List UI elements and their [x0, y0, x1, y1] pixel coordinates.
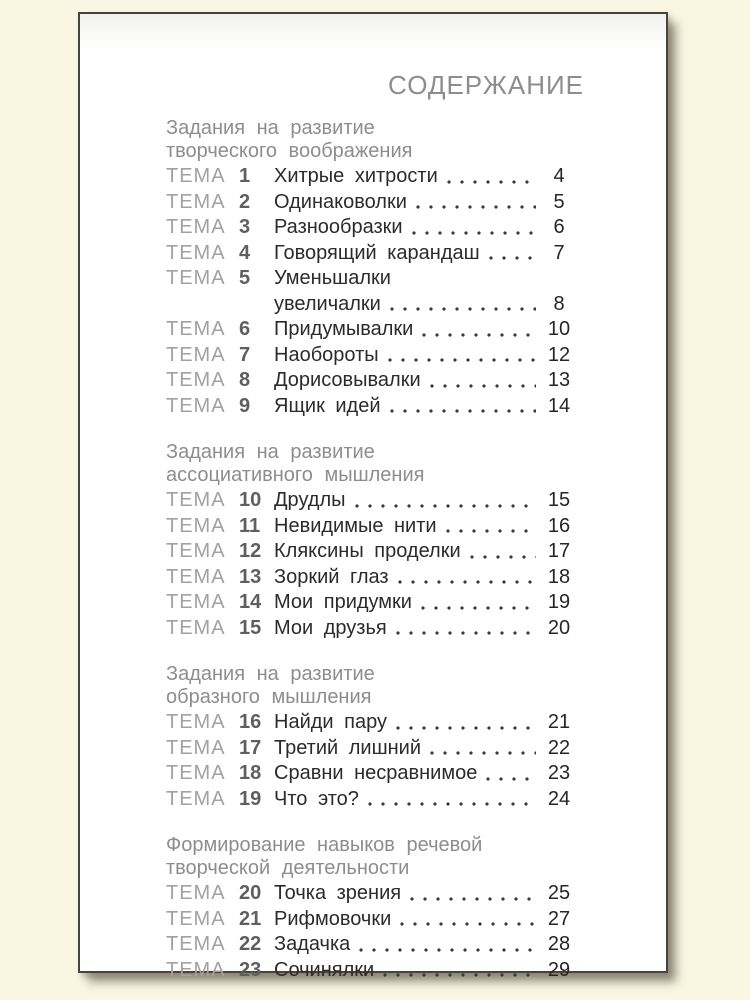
section-heading-line: образного мышления — [166, 686, 372, 708]
entry-title: Зоркий глаз — [274, 565, 389, 588]
tema-label: ТЕМА — [166, 958, 226, 981]
toc-entry — [166, 932, 578, 958]
toc-entry — [166, 907, 578, 933]
dot-leader — [430, 368, 538, 394]
tema-number: 6 — [239, 318, 251, 340]
section-heading-line: Задания на развитие — [166, 663, 375, 685]
dot-leader — [470, 539, 538, 565]
entry-title: Разнообразки — [274, 216, 403, 238]
tema-label: ТЕМА — [166, 369, 226, 391]
page-number: 24 — [547, 787, 571, 810]
tema-label: ТЕМА — [166, 514, 226, 537]
toc-entry — [166, 368, 578, 394]
dot-leader — [486, 761, 538, 787]
dot-leader — [421, 590, 538, 616]
entry-title: Сочинялки — [274, 958, 375, 981]
toc-entry — [166, 164, 578, 190]
dot-leader — [489, 241, 538, 267]
toc-entry — [166, 394, 578, 420]
dot-leader — [412, 215, 538, 241]
section-heading-line: творческой деятельности — [166, 857, 410, 879]
toc-entry — [166, 787, 578, 813]
entry-title: Говорящий карандаш — [274, 241, 480, 264]
page-number: 14 — [547, 394, 571, 417]
entry-title: Наобороты — [274, 343, 379, 366]
tema-number: 1 — [239, 165, 251, 187]
page-number: 6 — [553, 216, 565, 238]
tema-label: ТЕМА — [166, 882, 226, 904]
toc-entry — [166, 736, 578, 762]
tema-label: ТЕМА — [166, 318, 226, 340]
section-heading — [166, 441, 578, 487]
section-heading-line: творческого воображения — [166, 140, 413, 162]
entry-title: Мои друзья — [274, 616, 387, 639]
tema-number: 9 — [239, 394, 251, 417]
page-number: 16 — [547, 514, 571, 537]
section-heading-line: ассоциативного мышления — [166, 464, 425, 486]
entry-title-line2: увеличалки — [274, 292, 381, 315]
toc-entry — [166, 488, 578, 514]
page-number: 8 — [553, 292, 565, 315]
page-number: 27 — [547, 907, 571, 930]
tema-label: ТЕМА — [166, 241, 226, 264]
toc-section-1 — [166, 117, 578, 419]
entry-title: Что это? — [274, 787, 359, 810]
dot-leader — [359, 932, 538, 958]
toc-entry — [166, 241, 578, 267]
entry-title: Сравни несравнимое — [274, 762, 478, 784]
tema-number: 21 — [239, 907, 262, 930]
tema-number: 4 — [239, 241, 251, 264]
tema-number: 13 — [239, 565, 262, 588]
entry-title: Рифмовочки — [274, 907, 392, 930]
toc-entry — [166, 565, 578, 591]
tema-number: 12 — [239, 540, 262, 562]
toc-entry — [166, 761, 578, 787]
dot-leader — [396, 616, 538, 642]
section-heading-line: Задания на развитие — [166, 441, 375, 463]
toc-section-3 — [166, 663, 578, 812]
entry-title: Придумывалки — [274, 318, 414, 340]
tema-number: 5 — [239, 267, 251, 289]
tema-label: ТЕМА — [166, 933, 226, 955]
section-heading — [166, 663, 578, 709]
page-title: СОДЕРЖАНИЕ — [387, 70, 584, 100]
toc-entry — [166, 539, 578, 565]
tema-label: ТЕМА — [166, 190, 226, 213]
entry-title: Кляксины проделки — [274, 540, 461, 562]
entry-title: Одинаковолки — [274, 190, 407, 213]
page-number: 4 — [553, 165, 565, 187]
entry-title: Ящик идей — [274, 394, 381, 417]
tema-label: ТЕМА — [166, 762, 226, 784]
tema-number: 7 — [239, 343, 251, 366]
dot-leader — [400, 907, 538, 933]
page-number: 10 — [547, 318, 571, 340]
tema-number: 8 — [239, 369, 251, 391]
tema-label: ТЕМА — [166, 907, 226, 930]
toc-entry — [166, 343, 578, 369]
tema-number: 3 — [239, 216, 251, 238]
dot-leader — [355, 488, 539, 514]
dot-leader — [396, 710, 538, 736]
tema-number: 15 — [239, 616, 262, 639]
entry-title: Невидимые нити — [274, 514, 437, 537]
tema-label: ТЕМА — [166, 267, 226, 289]
section-heading-line: Формирование навыков речевой — [166, 834, 483, 856]
entry-title: Хитрые хитрости — [274, 165, 438, 187]
tema-number: 11 — [239, 514, 261, 537]
entry-title: Мои придумки — [274, 591, 412, 613]
page-number: 19 — [547, 591, 571, 613]
dot-leader — [398, 565, 538, 591]
dot-leader — [430, 736, 538, 762]
page-number: 28 — [547, 933, 571, 955]
toc-entry — [166, 881, 578, 907]
tema-number: 10 — [239, 489, 262, 511]
toc-entry — [166, 317, 578, 343]
entry-title: Уменьшалки — [274, 267, 391, 289]
page-number: 15 — [547, 489, 571, 511]
tema-label: ТЕМА — [166, 540, 226, 562]
section-heading-line: Задания на развитие — [166, 117, 375, 139]
dot-leader — [383, 958, 538, 984]
page-number: 18 — [547, 565, 571, 588]
tema-label: ТЕМА — [166, 165, 226, 187]
toc-entry — [166, 616, 578, 642]
tema-number: 19 — [239, 787, 262, 810]
tema-number: 18 — [239, 762, 262, 784]
dot-leader — [422, 317, 538, 343]
tema-number: 16 — [239, 711, 262, 733]
page-number: 7 — [553, 241, 565, 264]
tema-label: ТЕМА — [166, 591, 226, 613]
entry-title: Найди пару — [274, 711, 387, 733]
page-number: 13 — [547, 369, 571, 391]
toc-entry — [166, 266, 578, 317]
dot-leader — [416, 190, 538, 216]
toc-entry — [166, 514, 578, 540]
tema-number: 22 — [239, 933, 262, 955]
book-page — [78, 12, 668, 981]
toc-entry — [166, 710, 578, 736]
tema-label: ТЕМА — [166, 736, 226, 759]
entry-title: Точка зрения — [274, 882, 402, 904]
toc-entry — [166, 215, 578, 241]
tema-label: ТЕМА — [166, 489, 226, 511]
tema-number: 20 — [239, 882, 262, 904]
tema-number: 17 — [239, 736, 262, 759]
section-heading — [166, 117, 578, 163]
tema-label: ТЕМА — [166, 616, 226, 639]
toc-entry — [166, 958, 578, 984]
tema-label: ТЕМА — [166, 394, 226, 417]
toc-entry — [166, 590, 578, 616]
tema-number: 2 — [239, 190, 251, 213]
tema-label: ТЕМА — [166, 565, 226, 588]
dot-leader — [446, 514, 538, 540]
toc-section-2 — [166, 441, 578, 641]
page-number: 12 — [547, 343, 571, 366]
tema-label: ТЕМА — [166, 711, 226, 733]
dot-leader — [368, 787, 538, 813]
page-number: 29 — [547, 958, 571, 981]
toc-entry — [166, 190, 578, 216]
dot-leader — [410, 881, 538, 907]
dot-leader — [390, 292, 538, 318]
tema-label: ТЕМА — [166, 343, 226, 366]
tema-label: ТЕМА — [166, 216, 226, 238]
dot-leader — [388, 343, 538, 369]
tema-number: 14 — [239, 591, 262, 613]
tema-number: 23 — [239, 958, 262, 981]
entry-title: Друдлы — [274, 489, 346, 511]
entry-title: Задачка — [274, 933, 351, 955]
page-number: 5 — [553, 190, 565, 213]
page-number: 20 — [547, 616, 571, 639]
entry-title: Дорисовывалки — [274, 369, 421, 391]
dot-leader — [390, 394, 538, 420]
section-heading — [166, 834, 578, 880]
tema-label: ТЕМА — [166, 787, 226, 810]
page-number: 17 — [547, 540, 571, 562]
page-number: 23 — [547, 762, 571, 784]
page-number: 21 — [547, 711, 571, 733]
page-number: 22 — [547, 736, 571, 759]
page-number: 25 — [547, 882, 571, 904]
entry-title: Третий лишний — [274, 736, 422, 759]
toc-section-4 — [166, 834, 578, 983]
dot-leader — [447, 164, 538, 190]
